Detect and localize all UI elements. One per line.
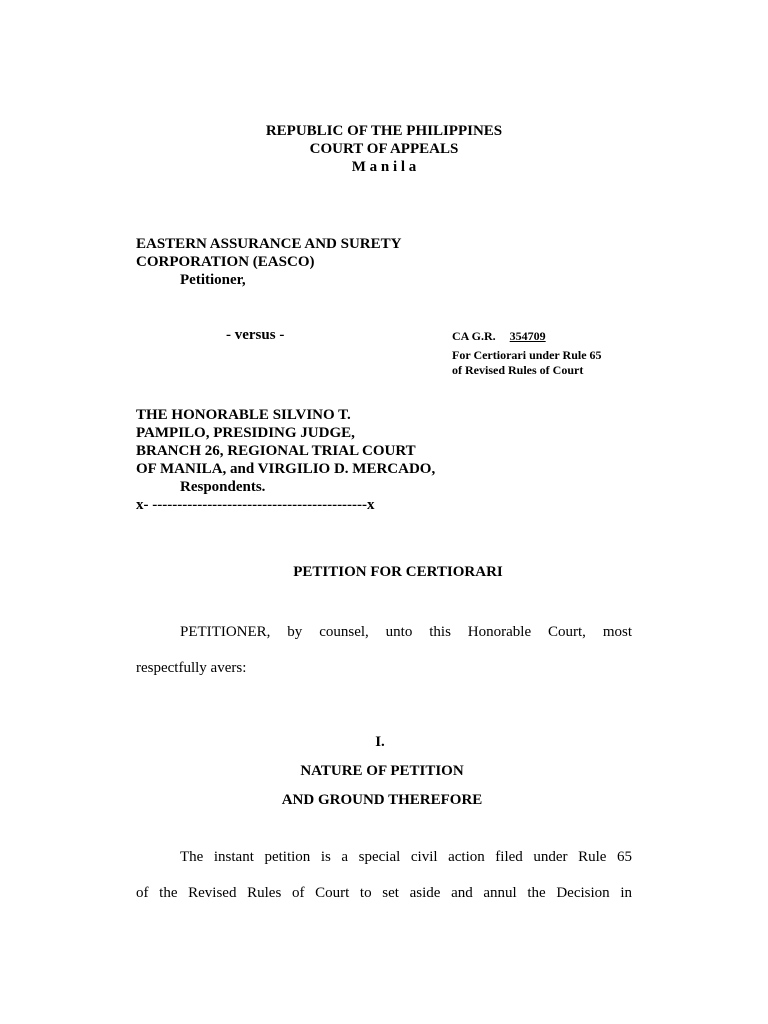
respondents-role: Respondents. <box>180 479 266 495</box>
respondent-line1: THE HONORABLE SILVINO T. <box>136 407 351 423</box>
header-city: M a n i l a <box>351 159 417 175</box>
header-republic: REPUBLIC OF THE PHILIPPINES <box>265 123 503 139</box>
versus-label: - versus - <box>226 327 285 343</box>
header-court: COURT OF APPEALS <box>309 141 459 157</box>
intro-line1: PETITIONER, by counsel, unto this Honorable Court, most <box>180 624 632 640</box>
petitioner-role: Petitioner, <box>180 272 246 288</box>
petitioner-name-line2: CORPORATION (EASCO) <box>136 254 315 270</box>
paragraph1-line2: of the Revised Rules of Court to set aside and annul the Decision in <box>136 885 632 901</box>
respondent-line2: PAMPILO, PRESIDING JUDGE, <box>136 425 355 441</box>
section-heading-line2: AND GROUND THEREFORE <box>281 792 483 808</box>
case-number: 354709 <box>509 329 546 343</box>
case-note-line2: of Revised Rules of Court <box>452 363 584 377</box>
paragraph1-line1: The instant petition is a special civil action filed under Rule 65 <box>180 849 632 865</box>
case-note-line1: For Certiorari under Rule 65 <box>452 348 602 362</box>
case-number-row <box>452 329 546 344</box>
respondent-line3: BRANCH 26, REGIONAL TRIAL COURT <box>136 443 416 459</box>
section-heading-line1: NATURE OF PETITION <box>300 763 464 779</box>
petitioner-name-line1: EASTERN ASSURANCE AND SURETY <box>136 236 402 252</box>
caption-separator: x- -------------------------------------------x <box>136 497 375 513</box>
intro-line2: respectfully avers: <box>136 660 247 676</box>
section-numeral: I. <box>375 734 385 750</box>
respondent-line4: OF MANILA, and VIRGILIO D. MERCADO, <box>136 461 436 477</box>
petition-title: PETITION FOR CERTIORARI <box>293 564 503 580</box>
case-label: CA G.R. <box>452 329 496 343</box>
